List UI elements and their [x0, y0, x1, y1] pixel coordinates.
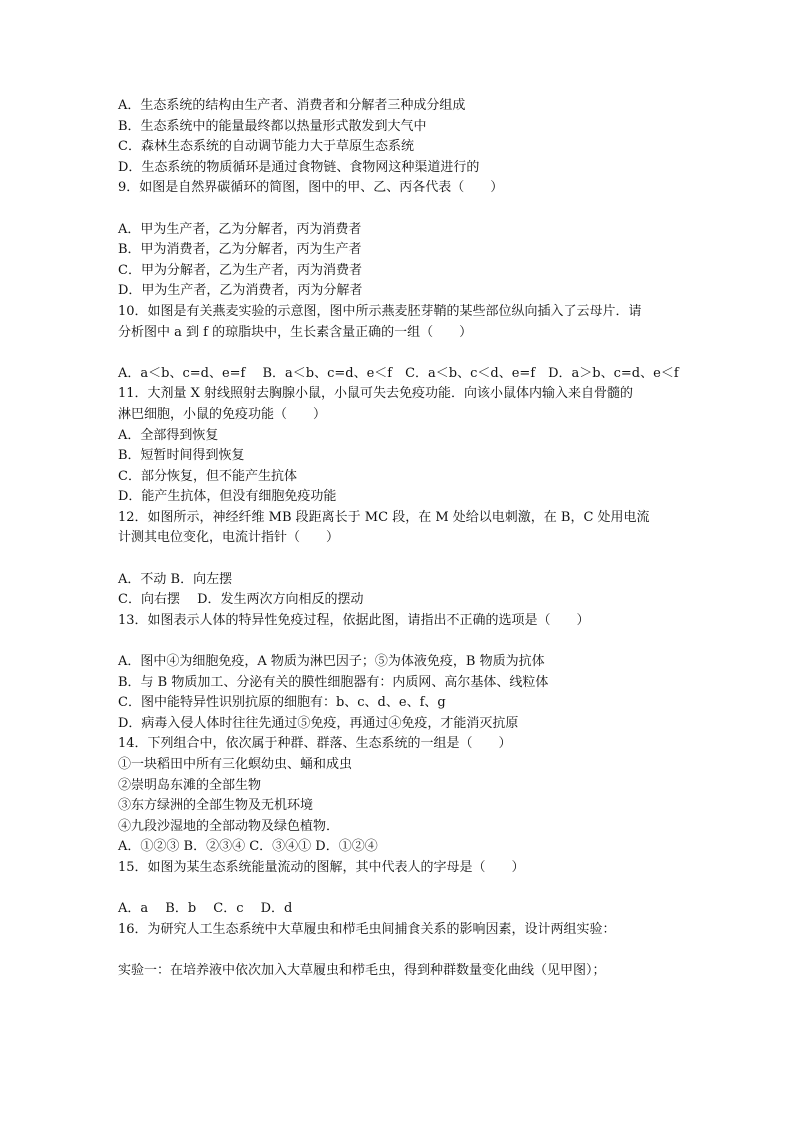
q14-item-1: ①一块稻田中所有三化螟幼虫、蛹和成虫	[118, 757, 353, 772]
q13-option-d: D．病毒入侵人体时往往先通过⑤免疫，再通过④免疫，才能消灭抗原	[118, 715, 519, 731]
q14-stem: 14．下列组合中，依次属于种群、群落、生态系统的一组是（ ）	[118, 736, 512, 752]
q14-item-4: ④九段沙湿地的全部动物及绿色植物．	[118, 818, 340, 834]
q11-stem-line-2: 淋巴细胞，小鼠的免疫功能（ ）	[118, 406, 327, 422]
blank-line	[118, 879, 688, 900]
q14-item-3: ③东方绿洲的全部生物及无机环境	[118, 798, 314, 814]
q13-option-b: B．与 B 物质加工、分泌有关的膜性细胞器有：内质网、高尔基体、线粒体	[118, 674, 549, 690]
q9-option-b: B．甲为消费者，乙为分解者，丙为生产者	[118, 242, 362, 258]
q8-option-b: B．生态系统中的能量最终都以热量形式散发到大气中	[118, 118, 427, 134]
q10-stem-line-1: 10．如图是有关燕麦实验的示意图，图中所示燕麦胚芽鞘的某些部位纵向插入了云母片．请	[118, 303, 642, 319]
q9-option-a: A．甲为生产者，乙为分解者，丙为消费者	[118, 221, 362, 237]
q14-item-2: ②崇明岛东滩的全部生物	[118, 777, 262, 793]
q15-options: A．a B．b C．c D．d	[118, 901, 293, 917]
blank-line	[118, 343, 688, 364]
q16-experiment-1: 实验一：在培养液中依次加入大草履虫和栉毛虫，得到种群数量变化曲线（见甲图）；	[118, 962, 606, 978]
q10-options: A．a＜b、c=d、e=f B．a＜b、c=d、e＜f C．a＜b、c＜d、e=f D．a＞b、c=d、e＜f	[118, 365, 679, 381]
document-page	[118, 96, 688, 982]
q10-stem-line-2: 分析图中 a 到 f 的琼脂块中，生长素含量正确的一组（ ）	[118, 324, 473, 340]
q11-option-a: A．全部得到恢复	[118, 427, 219, 443]
q8-option-a: A．生态系统的结构由生产者、消费者和分解者三种成分组成	[118, 98, 466, 113]
q15-stem: 15．如图为某生态系统能量流动的图解，其中代表人的字母是（ ）	[118, 859, 525, 875]
q8-option-c: C．森林生态系统的自动调节能力大于草原生态系统	[118, 139, 414, 155]
blank-line	[118, 940, 688, 961]
q9-option-d: D．甲为生产者，乙为消费者，丙为分解者	[118, 283, 363, 299]
q13-stem: 13．如图表示人体的特异性免疫过程，依据此图，请指出不正确的选项是（ ）	[118, 612, 590, 628]
q13-option-c: C．图中能特异性识别抗原的细胞有：b、c、d、e、f、g	[118, 695, 446, 711]
blank-line	[118, 631, 688, 652]
q9-option-c: C．甲为分解者，乙为生产者，丙为消费者	[118, 262, 362, 278]
q11-option-d: D．能产生抗体，但没有细胞免疫功能	[118, 489, 337, 505]
q16-stem: 16．为研究人工生态系统中大草履虫和栉毛虫间捕食关系的影响因素，设计两组实验：	[118, 921, 616, 937]
q14-options: A．①②③ B．②③④ C．③④① D．①②④	[118, 839, 378, 855]
q11-option-b: B．短暂时间得到恢复	[118, 448, 245, 464]
q13-option-a: A．图中④为细胞免疫，A 物质为淋巴因子；⑤为体液免疫，B 物质为抗体	[118, 654, 545, 670]
q12-stem-line-1: 12．如图所示，神经纤维 MB 段距离长于 MC 段，在 M 处给以电刺激，在 B，C 处用电流	[118, 509, 650, 525]
q8-option-d: D．生态系统的物质循环是通过食物链、食物网这种渠道进行的	[118, 159, 480, 175]
blank-line	[118, 549, 688, 570]
q12-options-ab: A．不动 B．向左摆	[118, 571, 233, 587]
q9-stem: 9．如图是自然界碳循环的简图，图中的甲、乙、丙各代表（ ）	[118, 180, 504, 196]
q11-option-c: C．部分恢复，但不能产生抗体	[118, 468, 297, 484]
q11-stem-line-1: 11．大剂量 X 射线照射去胸腺小鼠，小鼠可失去免疫功能．向该小鼠体内输入来自骨髓的	[118, 386, 634, 402]
q12-stem-line-2: 计测其电位变化，电流计指针（ ）	[118, 530, 340, 546]
blank-line	[118, 199, 688, 220]
q12-options-cd: C．向右摆 D．发生两次方向相反的摆动	[118, 592, 364, 608]
